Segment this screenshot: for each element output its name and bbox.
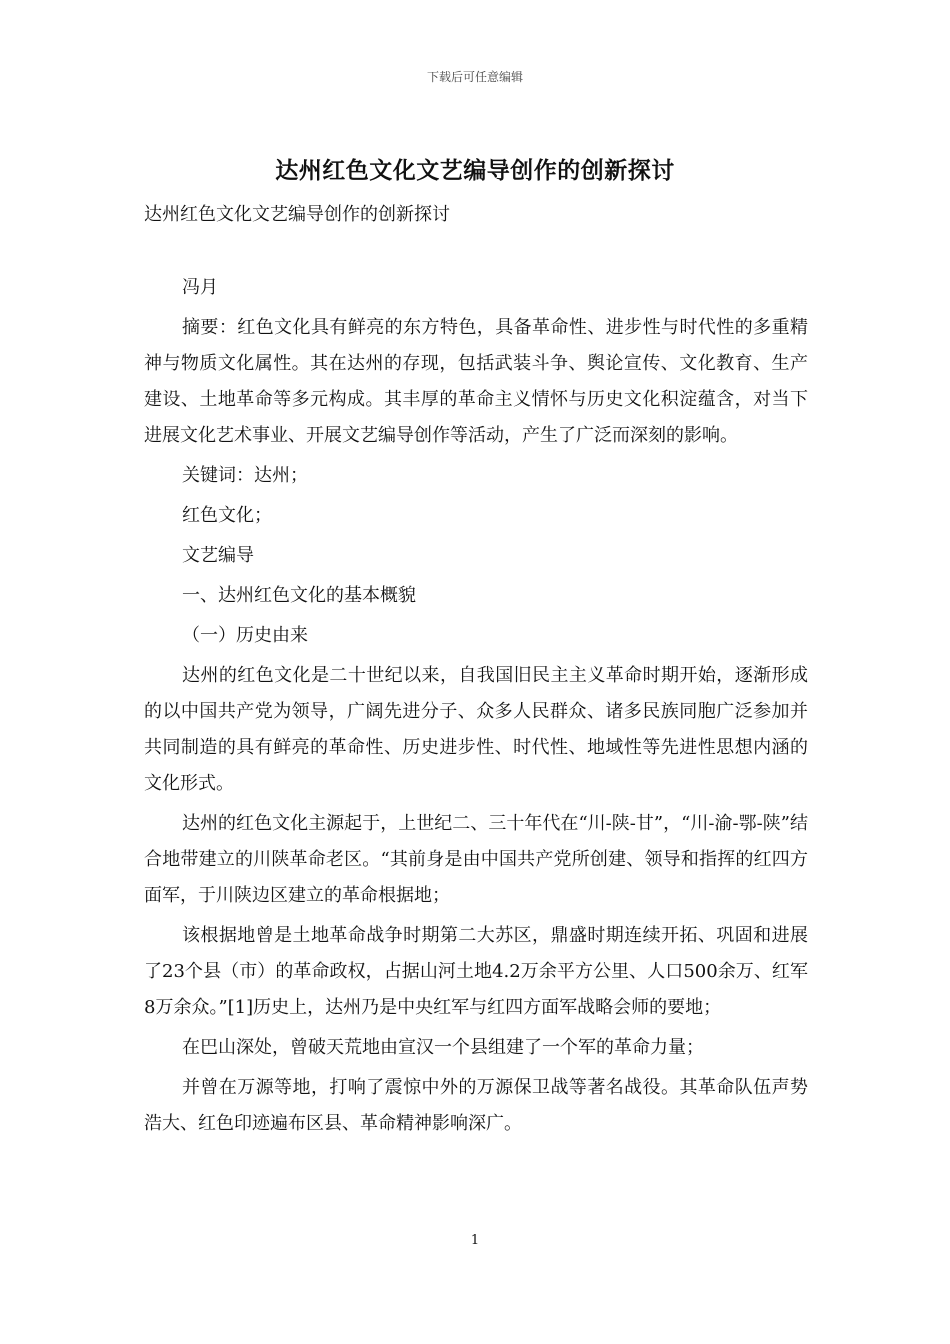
subsection-heading: （一）历史由来 bbox=[182, 625, 308, 646]
header-note: 下载后可任意编辑 bbox=[426, 70, 523, 84]
keywords-line: 文艺编导 bbox=[182, 545, 254, 566]
abstract-paragraph: 摘要：红色文化具有鲜亮的东方特色，具备革命性、进步性与时代性的多重精神与物质文化属性。其在达州的存现，包括武装斗争、舆论宣传、文化教育、生产建设、土地革命等多元构成。其丰厚的革命主义情怀与历史文化积淀蕴含，对当下进展文化艺术事业、开展文艺编导创作等活动，产生了广泛而深刻的影响。 bbox=[144, 317, 808, 446]
keywords-line: 红色文化； bbox=[182, 505, 272, 526]
body-paragraph: 在巴山深处，曾破天荒地由宣汉一个县组建了一个军的革命力量； bbox=[182, 1037, 704, 1058]
author-name: 冯月 bbox=[182, 277, 218, 298]
document-body bbox=[144, 270, 808, 1146]
body-paragraph: 达州的红色文化是二十世纪以来，自我国旧民主主义革命时期开始，逐渐形成的以中国共产党为领导，广阔先进分子、众多人民群众、诸多民族同胞广泛参加并共同制造的具有鲜亮的革命性、历史进步性、时代性、地域性等先进性思想内涵的文化形式。 bbox=[144, 665, 808, 794]
body-paragraph: 该根据地曾是土地革命战争时期第二大苏区，鼎盛时期连续开拓、巩固和进展了23个县（市）的革命政权，占据山河土地4.2万余平方公里、人口500余万、红军8万余众。”[1]历史上，达州乃是中央红军与红四方面军战略会师的要地； bbox=[144, 925, 808, 1018]
page-number: 1 bbox=[470, 1233, 480, 1248]
document-title: 达州红色文化文艺编导创作的创新探讨 bbox=[275, 157, 675, 184]
body-paragraph: 并曾在万源等地，打响了震惊中外的万源保卫战等著名战役。其革命队伍声势浩大、红色印迹遍布区县、革命精神影响深广。 bbox=[144, 1077, 808, 1134]
section-heading: 一、达州红色文化的基本概貌 bbox=[182, 585, 416, 606]
body-paragraph: 达州的红色文化主源起于，上世纪二、三十年代在“川-陕-甘”，“川-渝-鄂-陕”结合地带建立的川陕革命老区。“其前身是由中国共产党所创建、领导和指挥的红四方面军，于川陕边区建立的革命根据地； bbox=[144, 813, 808, 906]
keywords-line: 关键词：达州； bbox=[182, 465, 308, 486]
document-subtitle: 达州红色文化文艺编导创作的创新探讨 bbox=[144, 204, 450, 225]
